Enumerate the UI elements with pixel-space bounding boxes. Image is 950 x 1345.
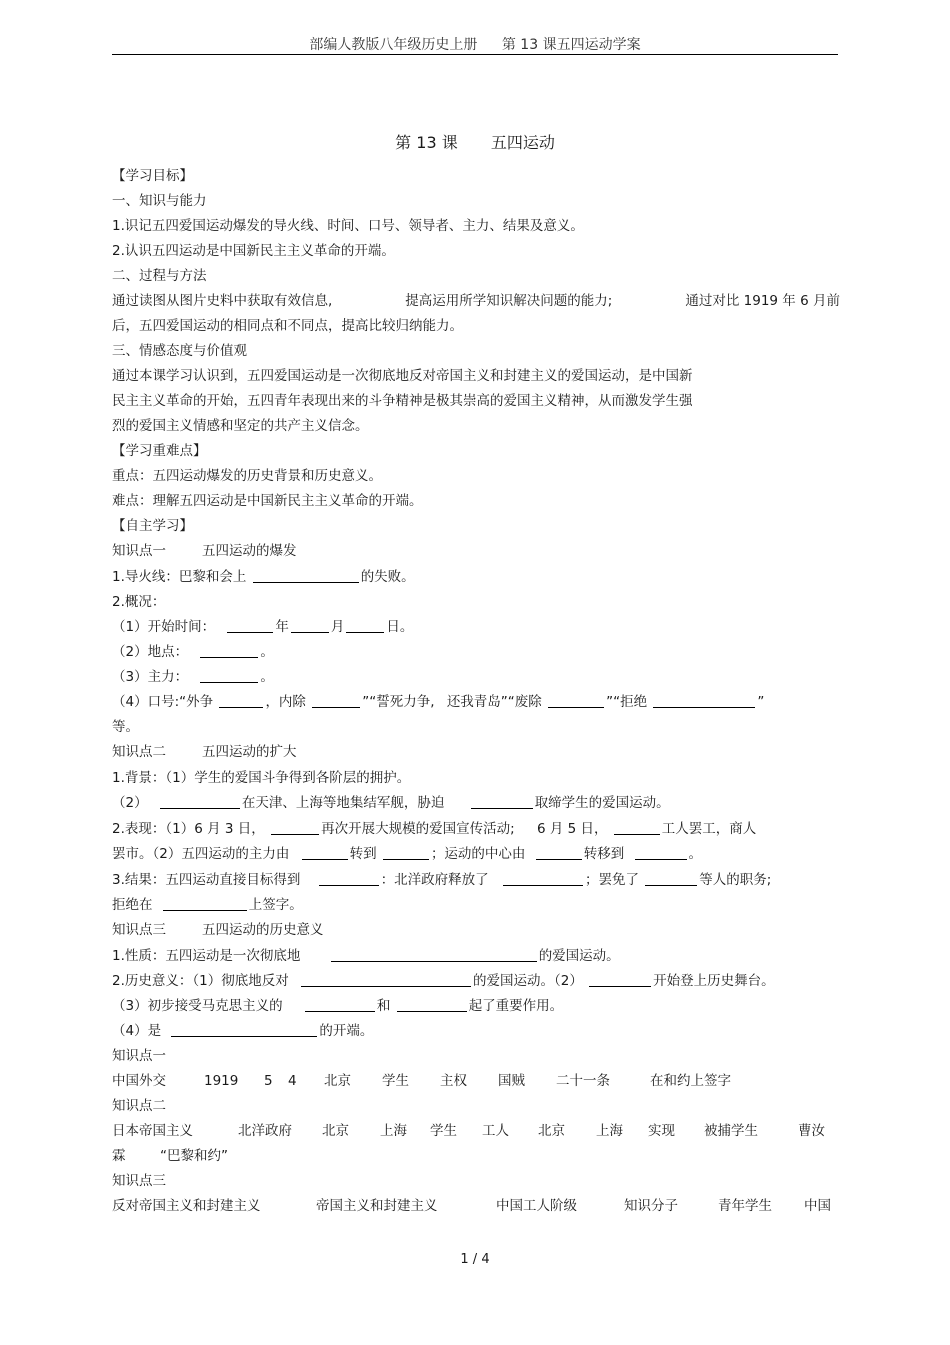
question-text: （1）开始时间： <box>112 619 216 635</box>
answer-item: 国贼 <box>498 1073 525 1089</box>
question-text: 的爱国运动。 <box>538 948 620 964</box>
answer-item: 霖 <box>112 1148 126 1164</box>
question-line <box>112 564 840 590</box>
blank <box>331 947 537 962</box>
answer-item: 帝国主义和封建主义 <box>316 1198 438 1214</box>
question-text: ，内除 <box>265 694 306 710</box>
blank <box>471 794 533 809</box>
answer-item: 1919 <box>204 1073 239 1089</box>
header-rule <box>112 54 838 55</box>
answer-item: “巴黎和约” <box>160 1148 228 1164</box>
page-title <box>112 130 838 153</box>
question-text: 转到 <box>349 846 377 862</box>
answer-item: 青年学生 <box>718 1198 772 1214</box>
kp-label: 知识点三 <box>112 922 166 938</box>
blank <box>163 896 247 911</box>
question-text: 的爱国运动。（2） <box>473 973 583 989</box>
question-text: ” <box>757 694 765 710</box>
blank <box>589 972 651 987</box>
answer-item: 上海 <box>596 1123 623 1139</box>
header-lesson: 第 13 课五四运动学案 <box>501 37 641 53</box>
answer-item: 实现 <box>648 1123 675 1139</box>
answer-item: 二十一条 <box>556 1073 610 1089</box>
question-text: 上签字。 <box>248 897 303 913</box>
question-text: （2） <box>112 795 148 811</box>
question-text: （4）口号:“外争 <box>112 694 214 710</box>
kp-name: 五四运动的爆发 <box>202 543 297 559</box>
kp-label: 知识点二 <box>112 744 166 760</box>
section-heading: 二、过程与方法 <box>112 268 207 284</box>
text-line: 烈的爱国主义情感和坚定的共产主义信念。 <box>112 418 369 434</box>
question-text: 取缔学生的爱国运动。 <box>534 795 670 811</box>
question-text: 。 <box>260 669 274 685</box>
text-line <box>112 289 840 314</box>
question-text: 的失败。 <box>360 569 415 585</box>
question-text: 和 <box>376 998 391 1014</box>
question-text: 3.结果：五四运动直接目标得到 <box>112 872 301 888</box>
question-line <box>112 665 840 690</box>
kp-name: 五四运动的扩大 <box>202 744 297 760</box>
page-header <box>112 34 838 54</box>
blank <box>319 871 379 886</box>
question-text: 的开端。 <box>319 1023 374 1039</box>
blank <box>200 668 258 683</box>
question-line: 等。 <box>112 719 139 735</box>
text-segment: 提高运用所学知识解决问题的能力; <box>405 293 613 309</box>
answer-item: 工人 <box>482 1123 509 1139</box>
text-line: 民主主义革命的开始，五四青年表现出来的斗争精神是极其崇高的爱国主义精神，从而激发学生强 <box>112 393 693 409</box>
answer-item: 北京 <box>322 1123 349 1139</box>
blank <box>548 693 604 708</box>
blank <box>312 693 360 708</box>
question-text: 再次开展大规模的爱国宣传活动; <box>321 821 515 837</box>
title-name: 五四运动 <box>490 133 555 152</box>
text-line: 通过本课学习认识到，五四爱国运动是一次彻底地反对帝国主义和封建主义的爱国运动，是中国新 <box>112 368 693 384</box>
question-text: 2.历史意义：（1）彻底地反对 <box>112 973 289 989</box>
blank <box>302 845 348 860</box>
answer-item: 北京 <box>538 1123 565 1139</box>
question-text: 在天津、上海等地集结军舰，胁迫 <box>241 795 445 811</box>
answer-item: 知识分子 <box>624 1198 678 1214</box>
knowledge-point-heading <box>112 740 840 765</box>
section-heading: 一、知识与能力 <box>112 193 207 209</box>
blank <box>227 618 273 633</box>
objectives-heading: 【学习目标】 <box>112 168 193 184</box>
question-text: （3）主力： <box>112 669 189 685</box>
blank <box>171 1022 317 1037</box>
header-course: 部编人教版八年级历史上册 <box>309 37 478 53</box>
answer-item: 在和约上签字 <box>650 1073 731 1089</box>
question-text: 拒绝在 <box>112 897 153 913</box>
answer-item: 北京 <box>324 1073 351 1089</box>
question-text: 1.导火线：巴黎和会上 <box>112 569 247 585</box>
question-line <box>112 969 840 994</box>
knowledge-point-heading <box>112 918 840 943</box>
question-text: 6 月 5 日， <box>536 821 608 837</box>
question-line <box>112 1019 840 1044</box>
question-text: （2）地点： <box>112 644 189 660</box>
text-line: 重点：五四运动爆发的历史背景和历史意义。 <box>112 468 382 484</box>
blank <box>536 845 582 860</box>
question-text: ：北洋政府释放了 <box>380 872 489 888</box>
answer-row <box>112 1144 840 1169</box>
answer-item: 被捕学生 <box>704 1123 758 1139</box>
question-line: 1.背景：（1）学生的爱国斗争得到各阶层的拥护。 <box>112 770 411 786</box>
question-text: （3）初步接受马克思主义的 <box>112 998 283 1014</box>
self-study-heading: 【自主学习】 <box>112 518 193 534</box>
question-text: 还我青岛”“废除 <box>446 694 542 710</box>
blank <box>200 643 258 658</box>
question-text: 2.表现：（1）6 月 3 日， <box>112 821 265 837</box>
key-heading: 【学习重难点】 <box>112 443 207 459</box>
question-line <box>112 791 840 816</box>
question-text: 。 <box>688 846 703 862</box>
question-line <box>112 994 840 1019</box>
question-text: ；罢免了 <box>584 872 639 888</box>
knowledge-point-heading <box>112 539 840 564</box>
question-line <box>112 816 840 842</box>
question-text: 工人罢工，商人 <box>661 821 757 837</box>
section-heading: 三、情感态度与价值观 <box>112 343 247 359</box>
question-text: （4）是 <box>112 1023 162 1039</box>
answer-row <box>112 1069 840 1094</box>
question-line <box>112 690 840 715</box>
text-line: 难点：理解五四运动是中国新民主主义革命的开端。 <box>112 493 423 509</box>
kp-name: 五四运动的历史意义 <box>202 922 324 938</box>
kp-label: 知识点一 <box>112 543 166 559</box>
answer-item: 曹汝 <box>798 1123 825 1139</box>
blank <box>614 820 660 835</box>
question-text: 年 <box>275 619 289 635</box>
answer-item: 中国外交 <box>112 1073 166 1089</box>
blank <box>301 972 471 987</box>
answer-item: 5 <box>264 1073 273 1089</box>
blank <box>503 871 583 886</box>
answer-row <box>112 1119 840 1144</box>
answer-item: 学生 <box>382 1073 409 1089</box>
text-segment: 通过对比 1919 年 6 月前 <box>685 293 840 309</box>
question-line <box>112 943 840 969</box>
blank <box>305 997 375 1012</box>
answer-item: 日本帝国主义 <box>112 1123 193 1139</box>
text-line: 后，五四爱国运动的相同点和不同点，提高比较归纳能力。 <box>112 318 463 334</box>
question-text: 日。 <box>386 619 414 635</box>
blank <box>219 693 263 708</box>
answer-row <box>112 1194 840 1219</box>
question-text: 罢市。（2）五四运动的主力由 <box>112 846 290 862</box>
question-text: 。 <box>260 644 274 660</box>
question-text: 1.性质：五四运动是一次彻底地 <box>112 948 301 964</box>
blank <box>383 845 429 860</box>
blank <box>253 568 359 583</box>
question-text: 月 <box>330 619 345 635</box>
answer-heading: 知识点一 <box>112 1048 166 1064</box>
text-segment: 通过读图从图片史料中获取有效信息, <box>112 293 333 309</box>
answer-item: 中国 <box>804 1198 831 1214</box>
answer-item: 反对帝国主义和封建主义 <box>112 1198 261 1214</box>
question-text: 起了重要作用。 <box>468 998 564 1014</box>
question-line: 2.概况： <box>112 594 166 610</box>
blank <box>635 845 687 860</box>
blank <box>271 820 319 835</box>
answer-item: 上海 <box>380 1123 407 1139</box>
blank <box>645 871 697 886</box>
question-line <box>112 842 840 867</box>
question-text: ”“誓死力争, <box>362 694 435 710</box>
page-number: 1 / 4 <box>460 1252 490 1267</box>
blank <box>397 997 467 1012</box>
question-text: 转移到 <box>583 846 625 862</box>
question-text: ”“拒绝 <box>606 694 648 710</box>
answer-heading: 知识点二 <box>112 1098 166 1114</box>
question-text: 等人的职务; <box>699 872 772 888</box>
blank <box>160 794 240 809</box>
text-line: 2.认识五四运动是中国新民主主义革命的开端。 <box>112 243 395 259</box>
blank <box>346 618 384 633</box>
blank <box>653 693 755 708</box>
answer-item: 4 <box>288 1073 297 1089</box>
question-line <box>112 867 840 893</box>
question-text: ；运动的中心由 <box>430 846 526 862</box>
answer-item: 学生 <box>430 1123 457 1139</box>
question-line <box>112 615 840 640</box>
question-line <box>112 893 840 918</box>
answer-item: 北洋政府 <box>238 1123 292 1139</box>
title-lesson: 第 13 课 <box>395 133 458 152</box>
answer-item: 主权 <box>440 1073 467 1089</box>
blank <box>291 618 329 633</box>
question-text: 开始登上历史舞台。 <box>653 973 775 989</box>
answer-heading: 知识点三 <box>112 1173 166 1189</box>
answer-item: 中国工人阶级 <box>496 1198 577 1214</box>
question-line <box>112 640 840 665</box>
text-line: 1.识记五四爱国运动爆发的导火线、时间、口号、领导者、主力、结果及意义。 <box>112 218 584 234</box>
document-body <box>112 164 840 1219</box>
